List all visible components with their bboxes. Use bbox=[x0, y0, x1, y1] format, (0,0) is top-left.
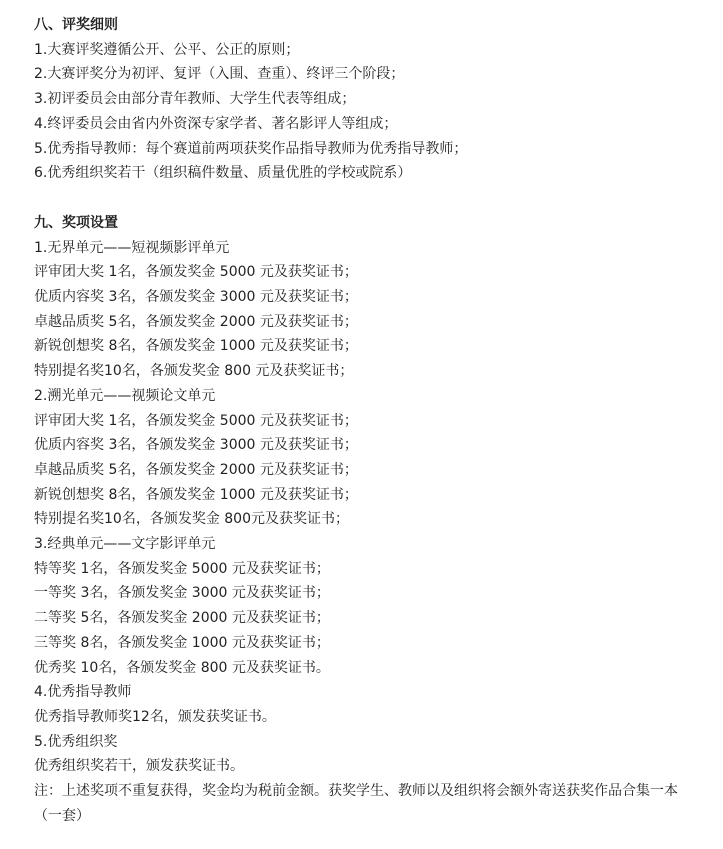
organization-award-heading: 5.优秀组织奖 bbox=[34, 733, 118, 750]
rule-line-1: 1.大赛评奖遵循公开、公平、公正的原则； bbox=[34, 41, 300, 58]
award-line: 特别提名奖10名，各颁发奖金 800元及获奖证书； bbox=[34, 511, 349, 528]
award-line: 三等奖 8名，各颁发奖金 1000 元及获奖证书； bbox=[34, 634, 330, 651]
award-line: 二等奖 5名，各颁发奖金 2000 元及获奖证书； bbox=[34, 610, 330, 627]
rule-line-5: 5.优秀指导教师：每个赛道前两项获奖作品指导教师为优秀指导教师； bbox=[34, 140, 468, 157]
award-line: 卓越品质奖 5名，各颁发奖金 2000 元及获奖证书； bbox=[34, 461, 358, 478]
award-line: 优秀奖 10名，各颁发奖金 800 元及获奖证书。 bbox=[34, 659, 330, 676]
award-line: 优秀指导教师奖12名，颁发获奖证书。 bbox=[34, 708, 276, 725]
award-line: 一等奖 3名，各颁发奖金 3000 元及获奖证书； bbox=[34, 585, 330, 602]
award-line: 新锐创想奖 8名，各颁发奖金 1000 元及获奖证书； bbox=[34, 486, 358, 503]
section-8 bbox=[34, 13, 707, 186]
award-line: 优秀组织奖若干，颁发获奖证书。 bbox=[34, 758, 244, 775]
rule-line-3: 3.初评委员会由部分青年教师、大学生代表等组成； bbox=[34, 91, 356, 108]
award-line: 新锐创想奖 8名，各颁发奖金 1000 元及获奖证书； bbox=[34, 338, 358, 355]
award-line: 优质内容奖 3名，各颁发奖金 3000 元及获奖证书； bbox=[34, 437, 358, 454]
section-spacer bbox=[34, 186, 707, 211]
award-line: 评审团大奖 1名，各颁发奖金 5000 元及获奖证书； bbox=[34, 412, 358, 429]
section-9 bbox=[34, 211, 707, 829]
section-8-title: 八、评奖细则 bbox=[34, 17, 118, 33]
rule-line-2: 2.大赛评奖分为初评、复评（入围、查重）、终评三个阶段； bbox=[34, 66, 405, 83]
unit-3-heading: 3.经典单元——文字影评单元 bbox=[34, 536, 216, 553]
award-line: 特等奖 1名，各颁发奖金 5000 元及获奖证书； bbox=[34, 560, 330, 577]
rule-line-6: 6.优秀组织奖若干（组织稿件数量、质量优胜的学校或院系） bbox=[34, 165, 412, 182]
rule-line-4: 4.终评委员会由省内外资深专家学者、著名影评人等组成； bbox=[34, 115, 398, 132]
unit-1-heading: 1.无界单元——短视频影评单元 bbox=[34, 239, 230, 256]
teacher-award-heading: 4.优秀指导教师 bbox=[34, 684, 132, 701]
award-line: 优质内容奖 3名，各颁发奖金 3000 元及获奖证书； bbox=[34, 289, 358, 306]
award-line: 卓越品质奖 5名，各颁发奖金 2000 元及获奖证书； bbox=[34, 313, 358, 330]
award-line: 特别提名奖10名，各颁发奖金 800 元及获奖证书； bbox=[34, 363, 354, 380]
unit-2-heading: 2.溯光单元——视频论文单元 bbox=[34, 387, 216, 404]
award-line: 评审团大奖 1名，各颁发奖金 5000 元及获奖证书； bbox=[34, 264, 358, 281]
awards-note: 注：上述奖项不重复获得，奖金均为税前金额。获奖学生、教师以及组织将会额外寄送获奖作品合集一本（一套） bbox=[34, 783, 678, 824]
section-9-title: 九、奖项设置 bbox=[34, 214, 118, 231]
